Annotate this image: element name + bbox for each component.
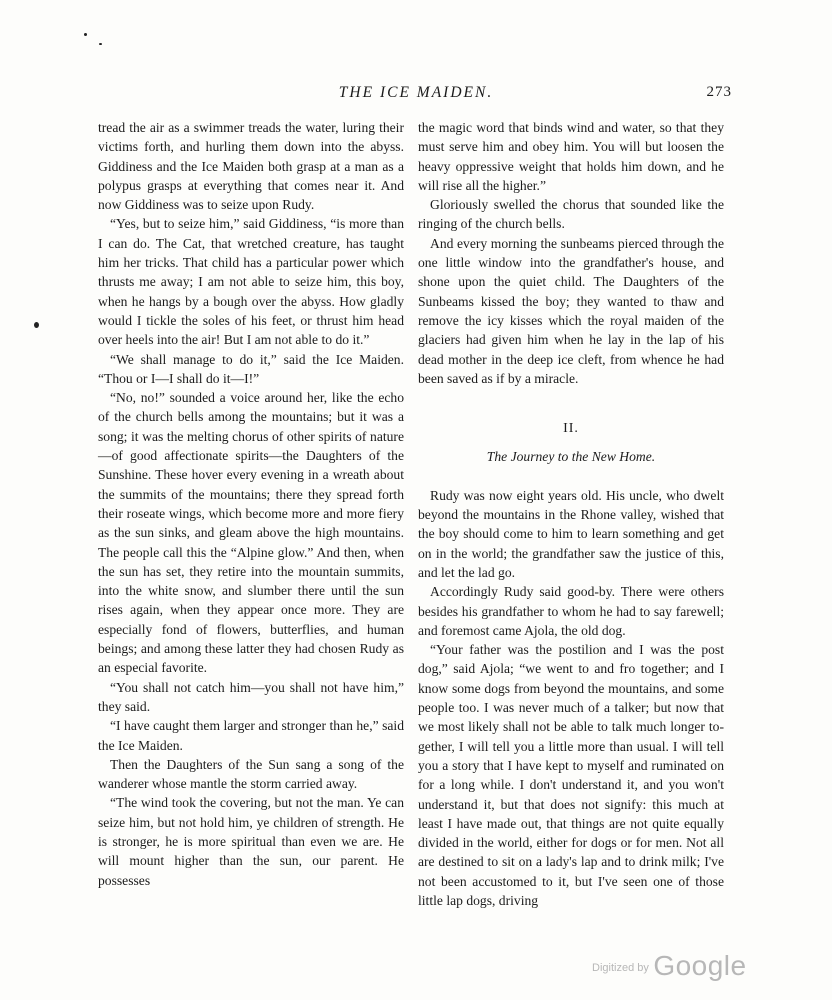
paragraph: Gloriously swelled the chorus that sounded like the ringing of the church bells. [418, 197, 724, 232]
page-header [100, 84, 732, 106]
paragraph: “Your father was the postilion and I was the post dog,” said Ajola; “we went to and fro together; and I know some dogs from beyond the mountains, and some people too. I was never much of a talker; but now that we most likely shall not be able to talk much longer together, I will tell you a little more than usual. I will tell you a story that I have kept to myself and ruminated on for a long while. I don't understand it, and you won't understand it, but that does not signify: this much at least I have made out, that things are not quite equally divided in the world, either for dogs or for men. Not all are destined to sit on a lady's lap and to drink milk; I've not been accustomed to it, but I've seen one of those little lap dogs, driving [418, 642, 724, 908]
paragraph: the magic word that binds wind and water, so that they must serve him and obey him. You will but loosen the heavy oppressive weight that holds him down, and he will rise all the higher.” [418, 120, 724, 193]
right-column [418, 118, 724, 910]
paragraph: “We shall manage to do it,” said the Ice Maiden. “Thou or I—I shall do it—I!” [98, 351, 404, 386]
paragraph: tread the air as a swimmer treads the water, luring their victims forth, and hurling them down into the abyss. Giddiness and the Ice Maiden both grasp at a man as a polypus grasps at everything that comes near it. And now Giddiness was to seize upon Rudy. [98, 120, 404, 213]
paragraph: And every morning the sunbeams pierced through the one little window into the grandfather's house, and shone upon the quiet child. The Daughters of the Sunbeams kissed the boy; they wanted to thaw and remove the icy kisses which the royal maiden of the glaciers had given him when he lay in the lap of his dead mother in the deep ice cleft, from whence he had been saved as if by a miracle. [418, 235, 724, 386]
running-title: THE ICE MAIDEN. [338, 84, 494, 101]
paragraph: Then the Daughters of the Sun sang a song of the wanderer whose mantle the storm carried away. [98, 756, 404, 792]
watermark-prefix: Digitized by [592, 962, 649, 974]
google-logo: Google [653, 950, 747, 981]
page-number: 273 [706, 84, 732, 100]
paragraph: “No, no!” sounded a voice around her, like the echo of the church bells among the mountains; but it was a song; it was the melting chorus of other spirits of nature—of good affectionate spirits—the Daughters of the Sunshine. These hover every evening in a wreath about the summits of the mountains; there they spread forth their roseate wings, which become more and more fiery as the sun sinks, and gleam above the high mountains. The people call this the “Alpine glow.” And then, when the sun has set, they retire into the mountain summits, into the white snow, and slumber there until the sun rises again, when they appear once more. They are especially fond of flowers, butterflies, and human beings; and among these latter they had chosen Rudy as an especial favorite. [98, 390, 404, 676]
paragraph: Rudy was now eight years old. His uncle, who dwelt beyond the mountains in the Rhone valley, wished that the boy should come to him to learn something and get on in the world; the grandfather saw the justice of this, and let the lad go. [418, 487, 724, 580]
paragraph: Accordingly Rudy said good-by. There were others besides his grandfather to whom he had to say farewell; and foremost came Ajola, the old dog. [418, 584, 724, 638]
paragraph: “The wind took the covering, but not the man. Ye can seize him, but not hold him, ye children of strength. He is stronger, he is more spiritual than even we are. He will mount higher than the sun, our parent. He possesses [98, 795, 404, 888]
digitized-watermark [592, 950, 747, 982]
paragraph: “I have caught them larger and stronger than he,” said the Ice Maiden. [98, 718, 404, 753]
paragraph: “Yes, but to seize him,” said Giddiness, “is more than I can do. The Cat, that wretched creature, has taught him her tricks. That child has a particular power which thrusts me away; I am not able to seize him, this boy, when he hangs by a bough over the abyss. How gladly would I tickle the soles of his feet, or thrust him head over heels into the air! But I am not able to do it.” [98, 216, 404, 348]
chapter-number: II. [563, 421, 579, 437]
left-column [98, 118, 404, 890]
scan-speck [99, 43, 102, 45]
paragraph: “You shall not catch him—you shall not have him,” they said. [98, 679, 404, 714]
chapter-title: The Journey to the New Home. [486, 449, 656, 465]
scan-speck [34, 322, 39, 328]
scan-speck [84, 33, 87, 36]
